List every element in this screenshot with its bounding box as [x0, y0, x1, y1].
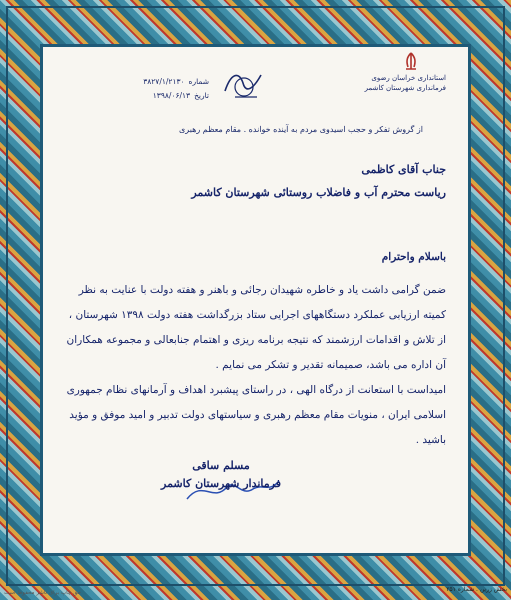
- letter-content: [43, 47, 468, 553]
- date-value: ۱۳۹۸/۰۶/۱۳: [152, 91, 191, 100]
- number-label: شماره: [188, 77, 209, 86]
- number-value: ۳۸۲۷/۱/۲۱۳۰: [143, 77, 185, 86]
- iran-emblem-icon: [400, 51, 422, 73]
- signer-name: مسلم ساقی: [192, 459, 250, 472]
- signature-block: [151, 457, 291, 493]
- body-paragraph-1: ضمن گرامی داشت یاد و خاطره شهیدان رجائی و باهنر و هفته دولت با عنایت به نظر کمیته ارزیابی عملکرد دستگاههای اجرایی ستاد بزرگداشت هفته دولت ۱۳۹۸ شهرستان ، از تلاش و اقدامات ارزشمند که نتیجه برنامه ریزی و اهتمام جنابعالی و مجموعه همکاران آن اداره می باشد، صمیمانه تقدیر و تشکر می نمایم .: [66, 284, 446, 371]
- calligraphy-logo-icon: [221, 63, 267, 103]
- letter-body: [66, 245, 446, 453]
- date-label: تاریخ: [194, 91, 209, 100]
- footer-rights: حق چاپ برای ناشر محفوظ است: [4, 590, 81, 596]
- emblem-line-2: فرمانداری شهرستان کاشمر: [364, 84, 446, 92]
- emblem-line-1: استانداری خراسان رضوی: [371, 74, 446, 82]
- recipient-block: [66, 163, 446, 199]
- footer-caption: بخش زرین . شماره ۲۵۱: [446, 586, 507, 593]
- recipient-name: جناب آقای کاظمی: [361, 163, 446, 176]
- signer-title: فرماندار شهرستان کاشمر: [161, 477, 281, 490]
- document-meta: [79, 75, 209, 103]
- government-emblem: [364, 51, 446, 93]
- motto: از گروش تفکر و حجب اسیدوی مردم به آینده خوانده . مقام معظم رهبری: [179, 125, 423, 134]
- recipient-title: ریاست محترم آب و فاضلاب روستائی شهرستان کاشمر: [191, 186, 446, 199]
- greeting: باسلام واحترام: [381, 251, 446, 263]
- body-paragraph-2: امیداست با استعانت از درگاه الهی ، در راستای پیشبرد اهداف و آرمانهای نظام جمهوری اسلامی ایران ، منویات مقام معظم رهبری و سیاستهای دولت تدبیر و امید موفق و مؤید باشید .: [66, 384, 446, 446]
